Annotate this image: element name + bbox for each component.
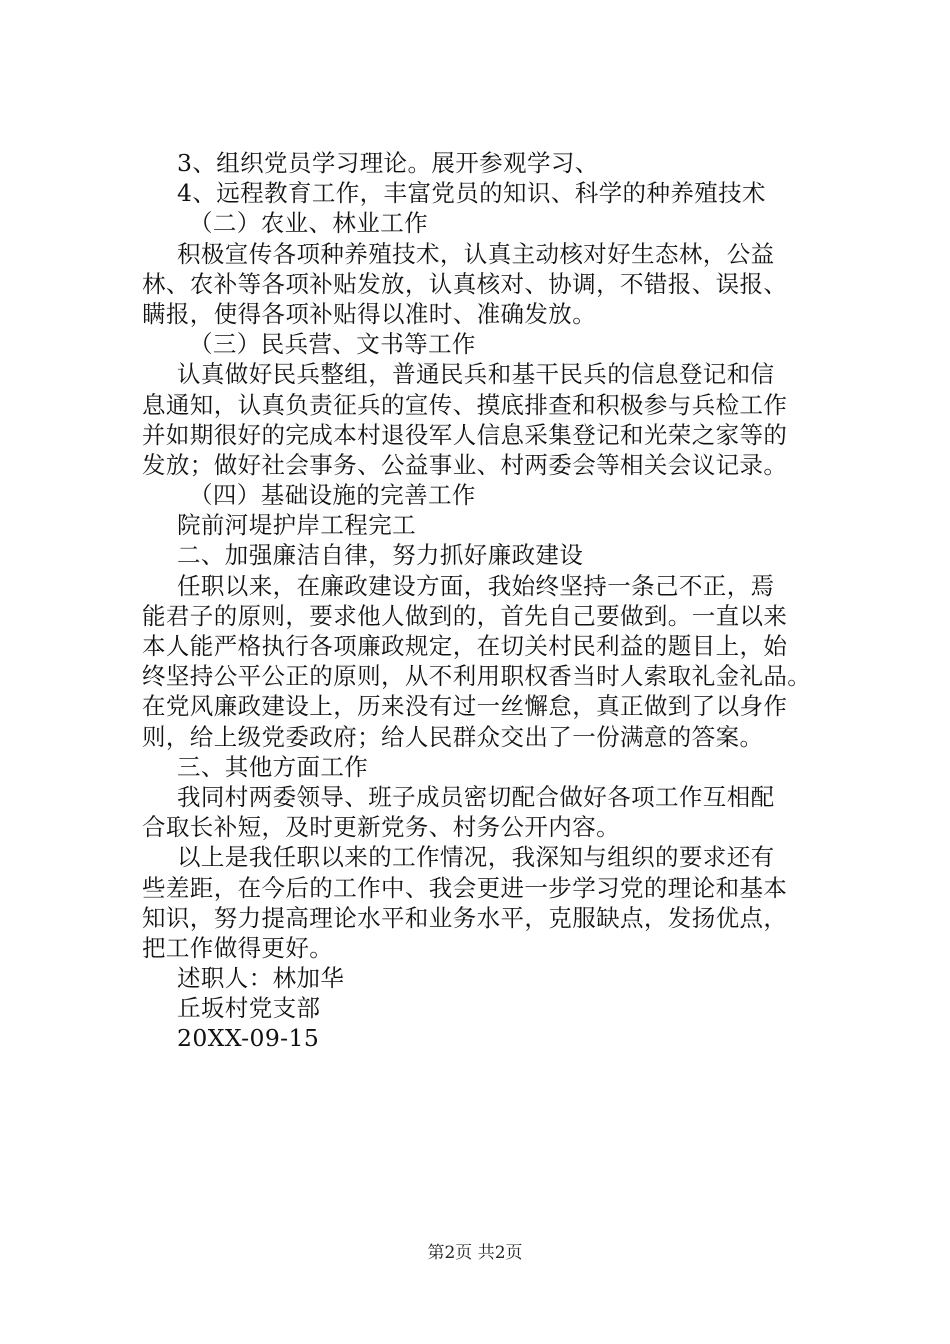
text-line: 3、组织党员学习理论。展开参观学习、 (177, 149, 599, 177)
text-line: 瞒报，使得各项补贴得以准时、准确发放。 (142, 299, 597, 328)
text-line: 述职人：林加华 (177, 964, 345, 993)
text-line: （四）基础设施的完善工作 (189, 481, 476, 510)
text-line: 发放；做好社会事务、公益事业、村两委会等相关会议记录。 (142, 450, 788, 479)
text-line: （二）农业、林业工作 (189, 209, 428, 238)
text-line: 知识，努力提高理论水平和业务水平，克服缺点，发扬优点， (142, 903, 788, 932)
text-line: 认真做好民兵整组，普通民兵和基干民兵的信息登记和信 (177, 360, 775, 389)
text-line: 合取长补短，及时更新党务、村务公开内容。 (142, 813, 620, 842)
text-line: 三、其他方面工作 (177, 752, 369, 781)
text-line: 本人能严格执行各项廉政规定，在切关村民利益的题目上，始 (142, 632, 788, 660)
text-line: 我同村两委领导、班子成员密切配合做好各项工作互相配 (177, 782, 775, 811)
text-line: 林、农补等各项补贴发放，认真核对、协调，不错报、误报、 (142, 269, 788, 298)
text-line: 二、加强廉洁自律，努力抓好廉政建设 (177, 541, 584, 570)
text-line: 以上是我任职以来的工作情况，我深知与组织的要求还有 (177, 843, 775, 872)
text-line: 终坚持公平公正的原则，从不利用职权香当时人索取礼金礼品。 (142, 662, 812, 691)
text-line: 积极宣传各项种养殖技术，认真主动核对好生态林，公益 (177, 239, 775, 268)
text-line: 并如期很好的完成本村退役军人信息采集登记和光荣之家等的 (142, 420, 788, 449)
text-line: 则，给上级党委政府；给人民群众交出了一份满意的答案。 (142, 722, 764, 751)
text-line: 些差距，在今后的工作中、我会更进一步学习党的理论和基本 (142, 873, 788, 902)
page-footer: 第2页 共2页 (427, 1243, 523, 1263)
text-line: 20XX-09-15 (177, 1024, 320, 1053)
text-line: 息通知，认真负责征兵的宣传、摸底排查和积极参与兵检工作 (142, 390, 788, 419)
text-line: 丘坂村党支部 (177, 994, 321, 1023)
text-line: 任职以来，在廉政建设方面，我始终坚持一条己不正，焉 (177, 571, 775, 600)
text-line: 把工作做得更好。 (142, 933, 334, 962)
document-body (142, 148, 842, 1054)
text-line: （三）民兵营、文书等工作 (189, 330, 476, 359)
text-line: 在党风廉政建设上，历来没有过一丝懈怠，真正做到了以身作 (142, 692, 788, 721)
text-line: 能君子的原则，要求他人做到的，首先自己要做到。一直以来 (142, 601, 788, 630)
text-line: 院前河堤护岸工程完工 (177, 511, 416, 540)
text-line: 4、远程教育工作，丰富党员的知识、科学的种养殖技术 (177, 179, 766, 208)
